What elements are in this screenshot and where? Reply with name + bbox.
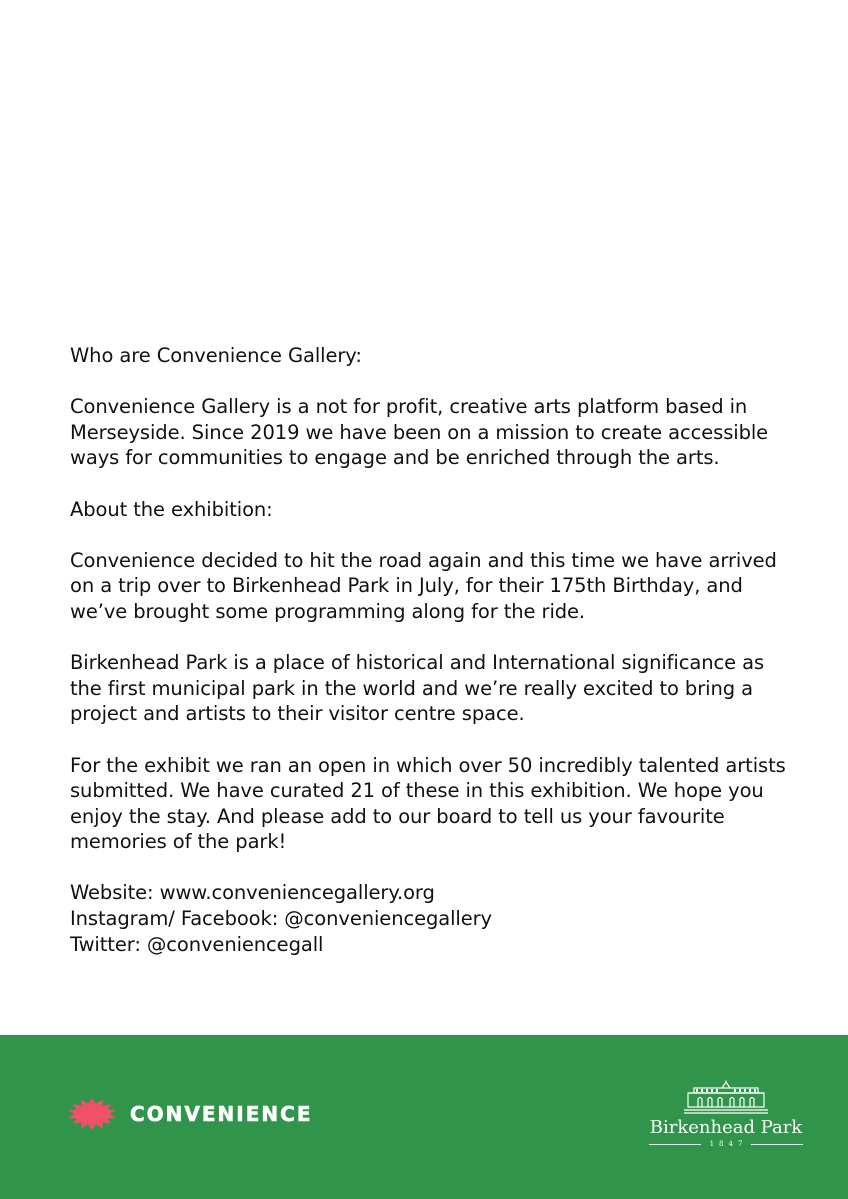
birkenhead-park-logo bbox=[649, 1080, 803, 1148]
divider bbox=[649, 1144, 701, 1145]
park-year: 1847 bbox=[709, 1140, 748, 1148]
body-text bbox=[70, 343, 790, 957]
divider bbox=[751, 1144, 803, 1145]
contact-block bbox=[70, 880, 790, 957]
exhibition-paragraph: Convenience decided to hit the road again and this time we have arrived on a trip over to Birkenhead Park in July, for their 175th Birthday, and we’ve brought some programming along for the ride. bbox=[70, 548, 777, 623]
website-link[interactable]: Website: www.conveniencegallery.org bbox=[70, 881, 435, 905]
exhibition-paragraph: For the exhibit we ran an open in which over 50 incredibly talented artists submitted. We have curated 21 of these in this exhibition. We hope you enjoy the stay. And please add to our board to tell us your favourite memories of the park! bbox=[70, 753, 786, 854]
exhibition-paragraph: Birkenhead Park is a place of historical and International significance as the first municipal park in the world and we’re really excited to bring a project and artists to their visitor centre space. bbox=[70, 651, 765, 726]
twitter-handle[interactable]: Twitter: @conveniencegall bbox=[70, 932, 324, 956]
convenience-logo bbox=[66, 1097, 312, 1131]
park-name: Birkenhead Park bbox=[649, 1117, 803, 1138]
park-year-rule bbox=[649, 1140, 803, 1148]
intro-heading: Who are Convenience Gallery: bbox=[70, 344, 362, 367]
exhibition-heading: About the exhibition: bbox=[70, 497, 273, 521]
intro-paragraph: Convenience Gallery is a not for profit, creative arts platform based in Merseyside. Since 2019 we have been on a mission to create accessible ways for communities to engage and be enriched through the arts. bbox=[70, 395, 769, 470]
brand-wordmark: CONVENIENCE bbox=[130, 1102, 313, 1126]
social-handle[interactable]: Instagram/ Facebook: @conveniencegallery bbox=[70, 907, 492, 931]
starburst-icon bbox=[66, 1097, 118, 1131]
park-pavilion-icon bbox=[684, 1080, 768, 1116]
